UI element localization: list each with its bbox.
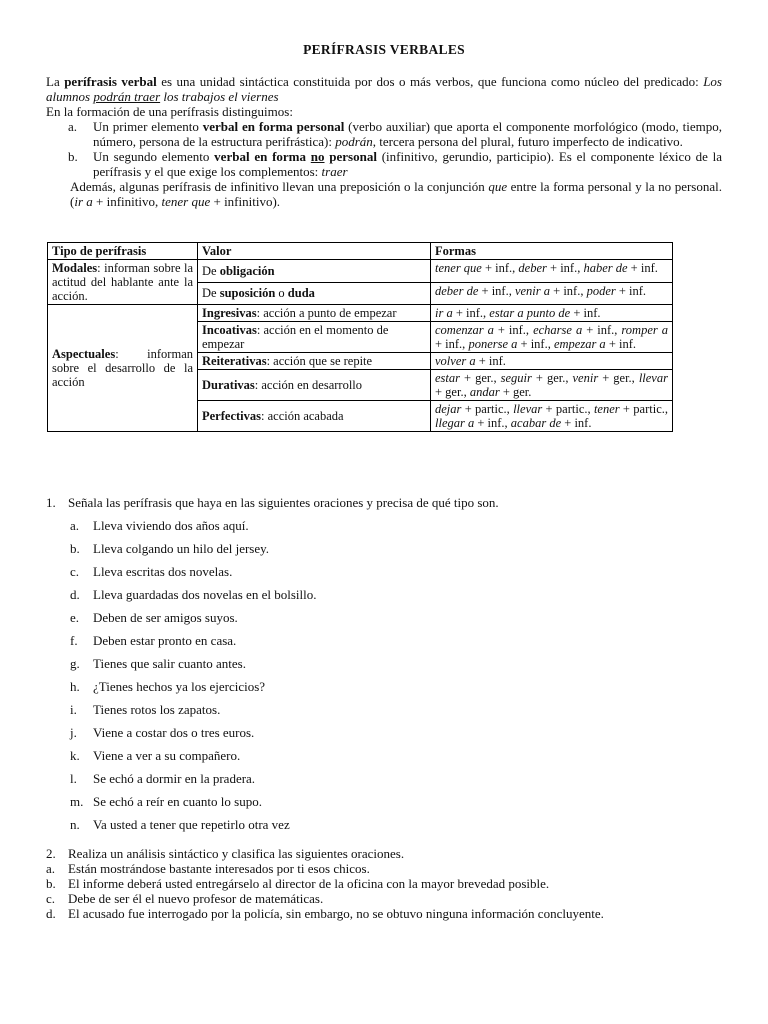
item-text: Se echó a dormir en la pradera. — [93, 771, 256, 786]
item-text: Va usted a tener que repetirlo otra vez — [93, 817, 290, 832]
exercise-items — [46, 861, 726, 921]
list-item — [46, 149, 722, 179]
exercise-heading — [46, 495, 726, 510]
item-marker: c. — [46, 891, 56, 906]
item-marker: c. — [70, 564, 80, 579]
exercise-number: 1. — [46, 495, 56, 510]
value-cell: Reiterativas: acción que se repite — [198, 353, 431, 370]
exercise-2 — [46, 846, 726, 921]
list-item — [46, 679, 726, 694]
list-item — [46, 794, 726, 809]
column-header: Formas — [431, 243, 673, 260]
forms-cell: dejar + partic., llevar + partic., tener + partic., llegar a + inf., acabar de + inf. — [431, 401, 673, 432]
item-text: Lleva colgando un hilo del jersey. — [93, 541, 270, 556]
example-underlined: podrán traer — [93, 89, 161, 104]
list-item — [46, 633, 726, 648]
item-marker: f. — [70, 633, 78, 648]
list-item — [46, 876, 726, 891]
item-text: Tienes rotos los zapatos. — [93, 702, 221, 717]
value-cell: Durativas: acción en desarrollo — [198, 370, 431, 401]
text-run: es una unidad sintáctica constituida por dos o más verbos, que funciona como núcleo del predicado: — [156, 74, 704, 89]
item-text: Viene a ver a su compañero. — [93, 748, 241, 763]
item-marker: g. — [70, 656, 80, 671]
item-text: Tienes que salir cuanto antes. — [93, 656, 246, 671]
elements-list — [46, 119, 722, 179]
value-cell: De suposición o duda — [198, 282, 431, 305]
list-item — [46, 748, 726, 763]
list-item — [46, 541, 726, 556]
forms-cell: deber de + inf., venir a + inf., poder + inf. — [431, 282, 673, 305]
forms-cell: volver a + inf. — [431, 353, 673, 370]
forms-cell: comenzar a + inf., echarse a + inf., romper a + inf., ponerse a + inf., empezar a + inf. — [431, 322, 673, 353]
list-item — [46, 817, 726, 832]
item-marker: k. — [70, 748, 80, 763]
list-marker: b. — [68, 149, 78, 164]
column-header: Tipo de perífrasis — [48, 243, 198, 260]
column-header: Valor — [198, 243, 431, 260]
item-marker: b. — [70, 541, 80, 556]
item-text: Se echó a reír en cuanto lo supo. — [93, 794, 262, 809]
exercise-prompt: Realiza un análisis sintáctico y clasifica las siguientes oraciones. — [68, 846, 405, 861]
forms-cell: ir a + inf., estar a punto de + inf. — [431, 305, 673, 322]
list-item — [46, 861, 726, 876]
list-item — [46, 656, 726, 671]
item-text: El acusado fue interrogado por la policía, sin embargo, no se obtuvo ninguna información concluyente. — [68, 906, 604, 921]
list-item — [46, 725, 726, 740]
list-marker: a. — [68, 119, 78, 134]
item-marker: j. — [70, 725, 77, 740]
item-marker: l. — [70, 771, 77, 786]
term-bold: perífrasis verbal — [64, 74, 157, 89]
definition-paragraph — [46, 74, 722, 104]
item-marker: a. — [70, 518, 80, 533]
item-marker: h. — [70, 679, 80, 694]
exercise-heading — [46, 846, 726, 861]
exercise-prompt: Señala las perífrasis que haya en las siguientes oraciones y precisa de qué tipo son. — [68, 495, 499, 510]
value-cell: Perfectivas: acción acabada — [198, 401, 431, 432]
list-item — [46, 518, 726, 533]
type-cell-aspectuales: Aspectuales: informan sobre el desarrollo de la acción — [48, 305, 198, 432]
item-marker: a. — [46, 861, 56, 876]
item-marker: e. — [70, 610, 80, 625]
value-cell: Ingresivas: acción a punto de empezar — [198, 305, 431, 322]
item-text: Lleva escritas dos novelas. — [93, 564, 233, 579]
exercise-number: 2. — [46, 846, 56, 861]
exercise-1 — [46, 495, 726, 832]
item-text: Están mostrándose bastante interesados por ti esos chicos. — [68, 861, 370, 876]
list-item — [46, 906, 726, 921]
intro-section — [46, 74, 722, 209]
list-item-text: Un primer elemento verbal en forma personal (verbo auxiliar) que aporta el componente morfológico (modo, tiempo, número, persona de la estructura perifrástica): podrán, tercera persona del plural, futuro imperfecto de indicativo. — [93, 119, 722, 149]
item-marker: i. — [70, 702, 77, 717]
table-row — [48, 260, 673, 283]
item-marker: m. — [70, 794, 84, 809]
list-item — [46, 610, 726, 625]
list-item — [46, 771, 726, 786]
table-row — [48, 305, 673, 322]
forms-cell: tener que + inf., deber + inf., haber de + inf. — [431, 260, 673, 283]
item-text: Lleva guardadas dos novelas en el bolsillo. — [93, 587, 317, 602]
note-paragraph: Además, algunas perífrasis de infinitivo llevan una preposición o la conjunción que entre la forma personal y la no personal. (ir a + infinitivo, tener que + infinitivo). — [70, 179, 722, 209]
page-title: PERÍFRASIS VERBALES — [303, 42, 465, 57]
list-item-text: Un segundo elemento verbal en forma no personal (infinitivo, gerundio, participio). Es el componente léxico de la perífrasis y el que exige los complementos: traer — [93, 149, 722, 179]
formation-intro: En la formación de una perífrasis distinguimos: — [46, 104, 293, 119]
example-text: los trabajos el viernes — [160, 89, 279, 104]
periphrasis-table — [47, 242, 673, 432]
item-text: Debe de ser él el nuevo profesor de matemáticas. — [68, 891, 324, 906]
value-cell: Incoativas: acción en el momento de empezar — [198, 322, 431, 353]
type-cell-modales: Modales: informan sobre la actitud del hablante ante la acción. — [48, 260, 198, 305]
example-text: Los alumnos — [46, 74, 722, 104]
forms-cell: estar + ger., seguir + ger., venir + ger., llevar + ger., andar + ger. — [431, 370, 673, 401]
item-marker: d. — [70, 587, 80, 602]
item-marker: b. — [46, 876, 56, 891]
list-item — [46, 587, 726, 602]
list-item — [46, 891, 726, 906]
item-marker: d. — [46, 906, 56, 921]
item-text: El informe deberá usted entregárselo al director de la oficina con la mayor brevedad posible. — [68, 876, 550, 891]
item-text: Lleva viviendo dos años aquí. — [93, 518, 249, 533]
item-text: Deben de ser amigos suyos. — [93, 610, 238, 625]
value-cell: De obligación — [198, 260, 431, 283]
item-text: ¿Tienes hechos ya los ejercicios? — [93, 679, 266, 694]
list-item — [46, 119, 722, 149]
item-marker: n. — [70, 817, 80, 832]
item-text: Deben estar pronto en casa. — [93, 633, 237, 648]
exercise-items — [46, 518, 726, 832]
item-text: Viene a costar dos o tres euros. — [93, 725, 255, 740]
table-header-row — [48, 243, 673, 260]
text-run: La — [46, 74, 65, 89]
list-item — [46, 564, 726, 579]
list-item — [46, 702, 726, 717]
